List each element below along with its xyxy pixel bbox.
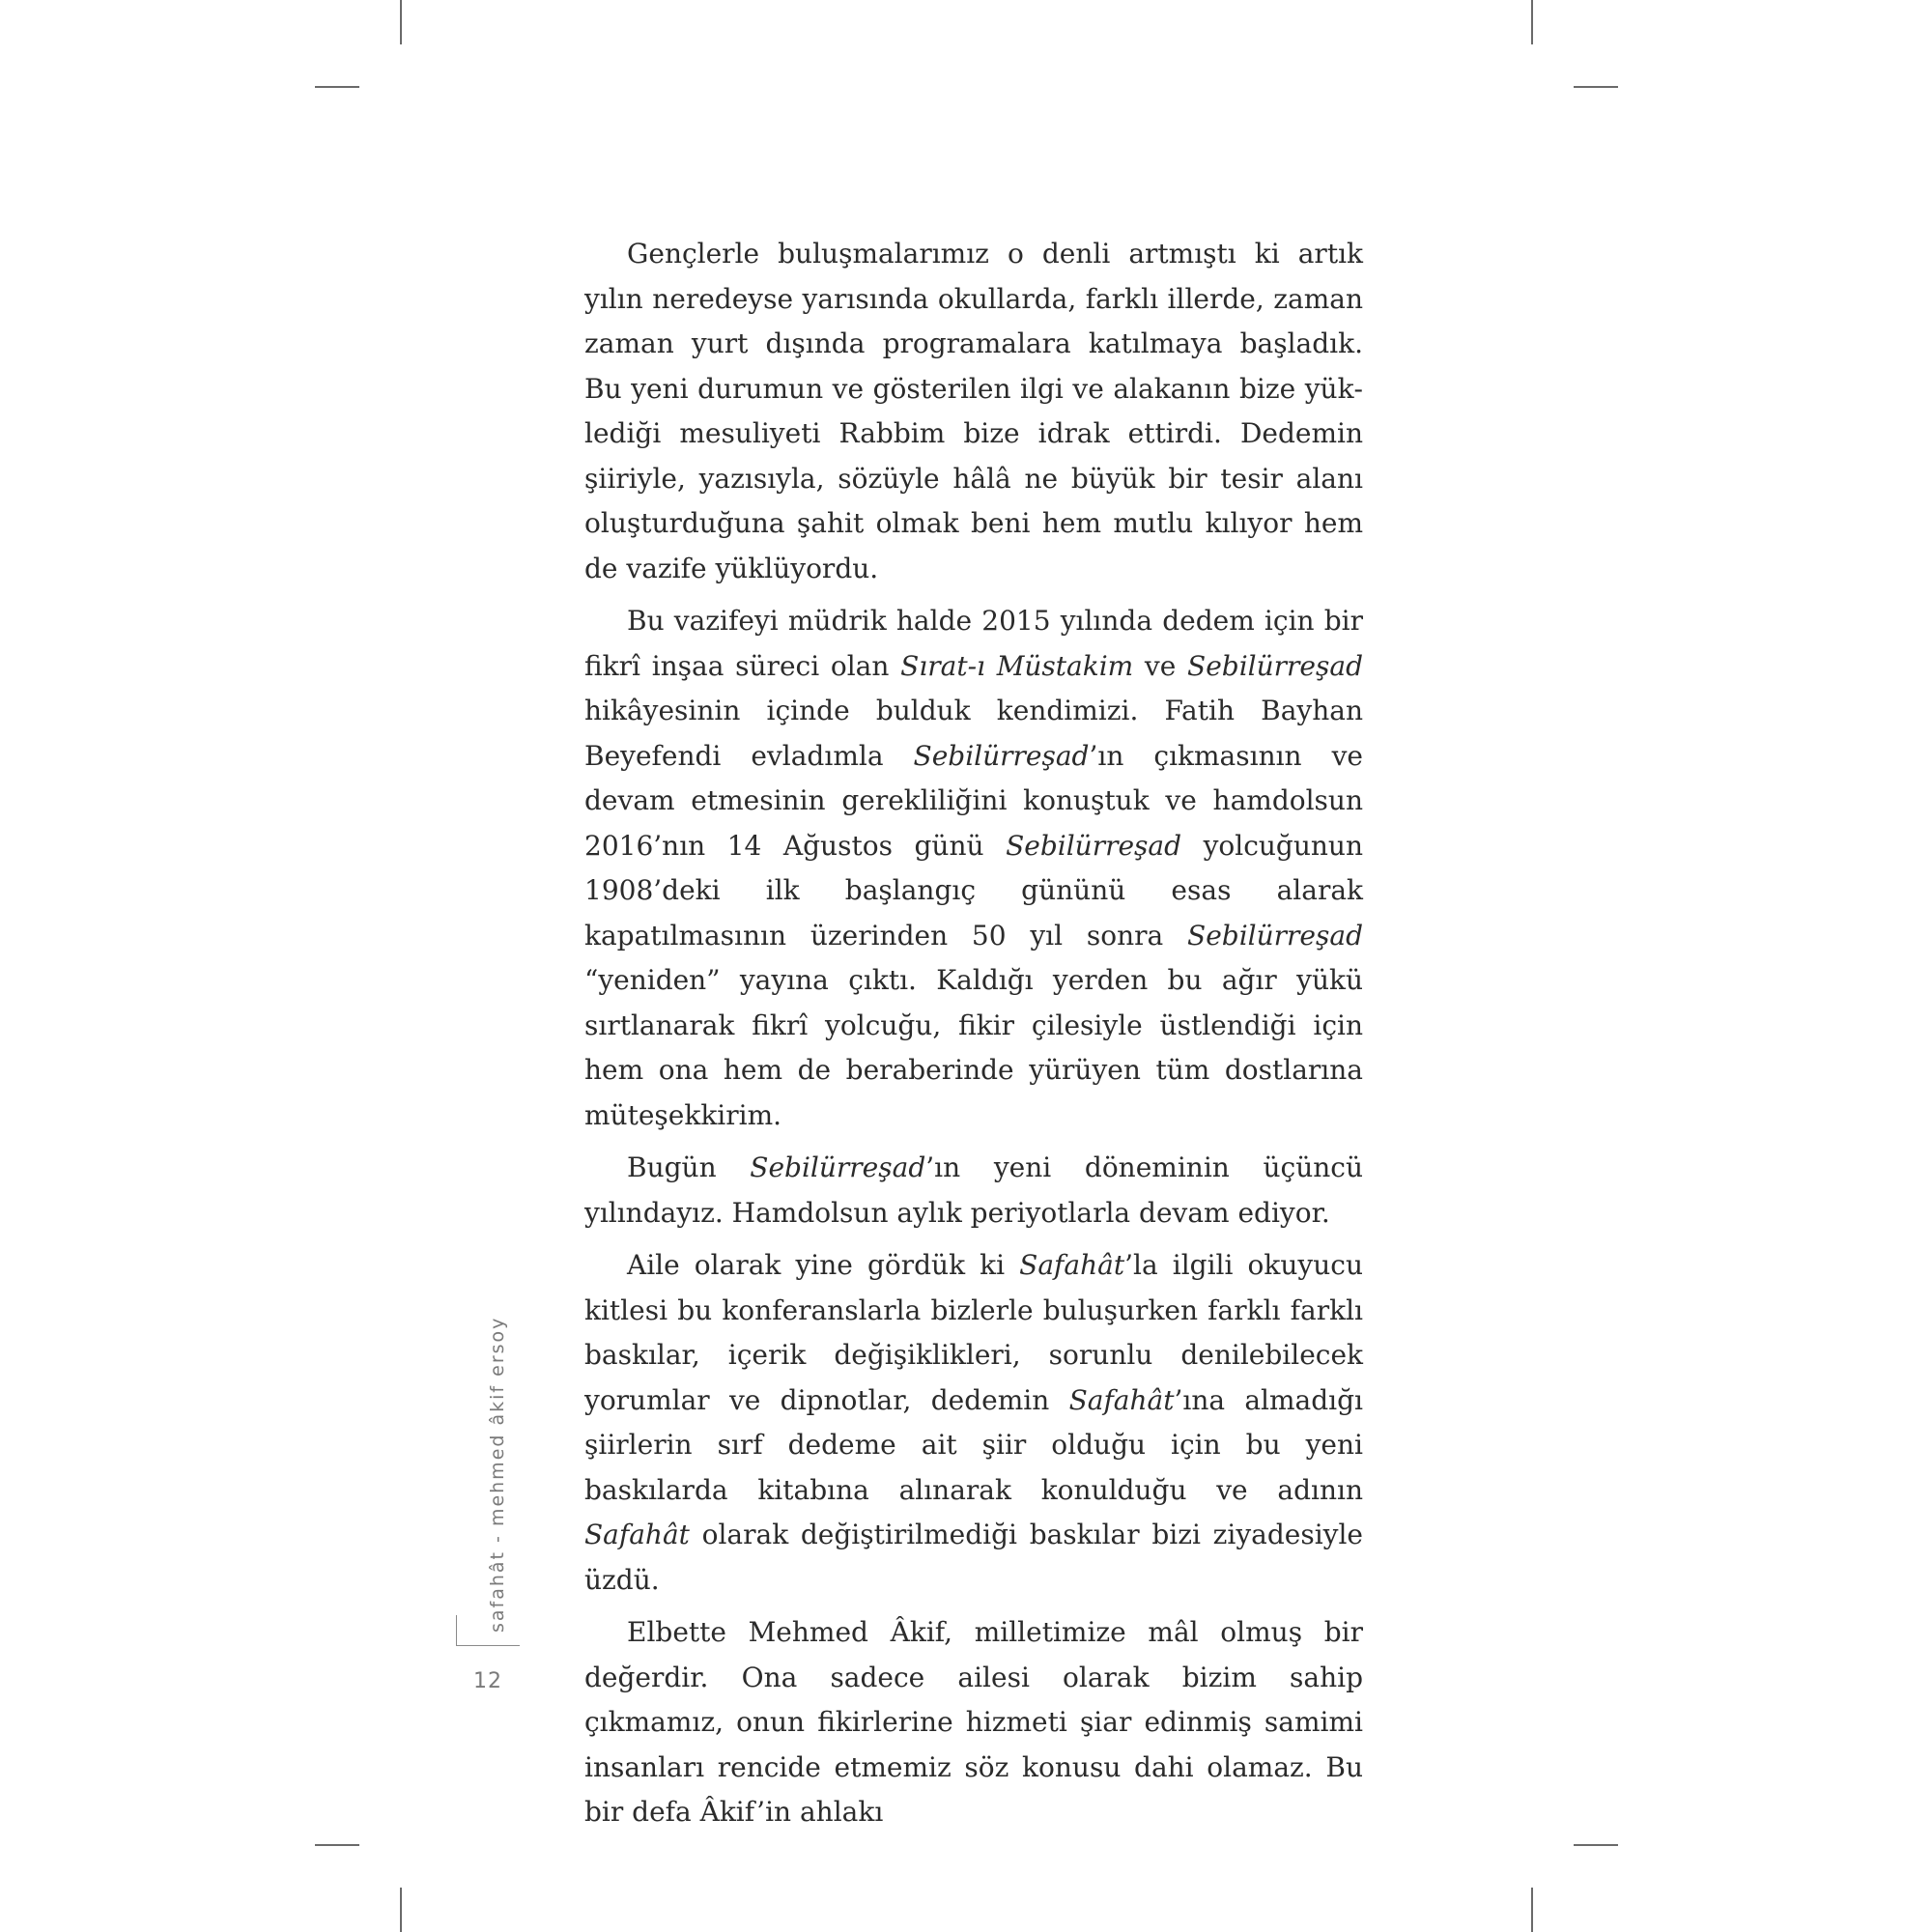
text-run: hikâyesinin içinde bulduk kendimizi. Fatih Bayhan Beyefendi evladımla [584,695,1363,772]
paragraph-4 [584,1243,1363,1603]
text-run: Gençlerle buluşmalarımız o denli artmıştı ki artık yılın neredeyse yarısında okullarda, farklı illerde, zaman zaman yurt dışında programalara katılmaya başladık. Bu yeni durumun ve gösterilen ilgi ve alakanın bize yüklediği mesuliyeti Rabbim bize idrak ettirdi. Dedemin şiiriyle, yazısıyla, sözüyle hâlâ ne büyük bir tesir alanı oluşturduğuna şahit olmak beni hem mutlu kılıyor hem de vazife yüklüyordu. [584,238,1363,584]
italic-title: Sebilürreşad [1187,649,1363,682]
body-text [584,232,1363,1843]
crop-mark-top-right [1531,0,1533,44]
text-run: ’ın çıkmasının ve devam etmesinin gerekliliğini konuştuk ve hamdolsun 2016’nın 14 Ağustos günü [584,739,1363,862]
page-number: 12 [473,1669,502,1693]
crop-mark-bottom-right-horizontal [1574,1844,1618,1846]
crop-mark-bottom-left-horizontal [315,1844,359,1846]
paragraph-1 [584,232,1363,591]
paragraph-2 [584,599,1363,1138]
text-run: ve [1133,649,1188,682]
crop-mark-bottom-right [1531,1888,1533,1932]
text-run: ’ın yeni döneminin üçüncü yılındayız. Hamdolsun aylık periyotlarla devam ediyor. [584,1151,1364,1229]
crop-mark-top-left-horizontal [315,86,359,88]
text-run: yolcuğunun 1908’deki ilk başlangıç gününü esas alarak kapatılmasının üzerinden 50 yıl sonra [584,829,1363,952]
text-run: ’ına almadığı şiirlerin sırf dedeme ait şiir olduğu için bu yeni baskılarda kitabına alınarak konulduğu ve adının [584,1383,1364,1506]
folio-rule [456,1645,520,1646]
crop-mark-top-left [400,0,402,44]
text-run: Aile olarak yine gördük ki [627,1249,1020,1281]
text-run: olarak değiştirilmediği baskılar bizi ziyadesiyle üzdü. [584,1519,1363,1596]
italic-title: Sırat-ı Müstakim [900,649,1134,682]
italic-title: Sebilürreşad [1006,829,1182,862]
text-run: Bu vazifeyi müdrik halde 2015 yılında dedem için bir fikrî inşaa süreci olan [584,605,1363,682]
running-title: safahât - mehmed âkif ersoy [487,1316,508,1633]
folio-rule-vertical [456,1615,457,1646]
italic-title: Safahât [1068,1383,1175,1416]
italic-title: Safahât [1019,1249,1125,1281]
crop-mark-top-right-horizontal [1574,86,1618,88]
italic-title: Sebilürreşad [913,739,1090,772]
crop-mark-bottom-left [400,1888,402,1932]
paragraph-5 [584,1610,1363,1835]
italic-title: Sebilürreşad [1187,919,1363,952]
text-run: ’la ilgili okuyucu kitlesi bu konferanslarla bizlerle buluşurken farklı farklı baskılar, içerik değişiklikleri, sorunlu denilebilecek yorumlar ve dipnotlar, dedemin [584,1249,1363,1416]
paragraph-3 [584,1146,1363,1236]
italic-title: Sebilürreşad [750,1151,926,1183]
italic-title: Safahât [584,1519,690,1550]
text-run: Elbette Mehmed Âkif, milletimize mâl olmuş bir değerdir. Ona sadece ailesi olarak bizim sahip çıkmamız, onun fikirlerine hizmeti şiar edinmiş samimi insanları rencide etmemiz söz konusu dahi olamaz. Bu bir defa Âkif’in ahlakı [584,1616,1363,1828]
text-run: Bugün [627,1151,751,1183]
text-run: “yeniden” yayına çıktı. Kaldığı yerden bu ağır yükü sırtlanarak fikrî yolcuğu, fikir çilesiyle üstlendiği için hem ona hem de beraberinde yürüyen tüm dostlarına müteşekkirim. [584,964,1363,1131]
